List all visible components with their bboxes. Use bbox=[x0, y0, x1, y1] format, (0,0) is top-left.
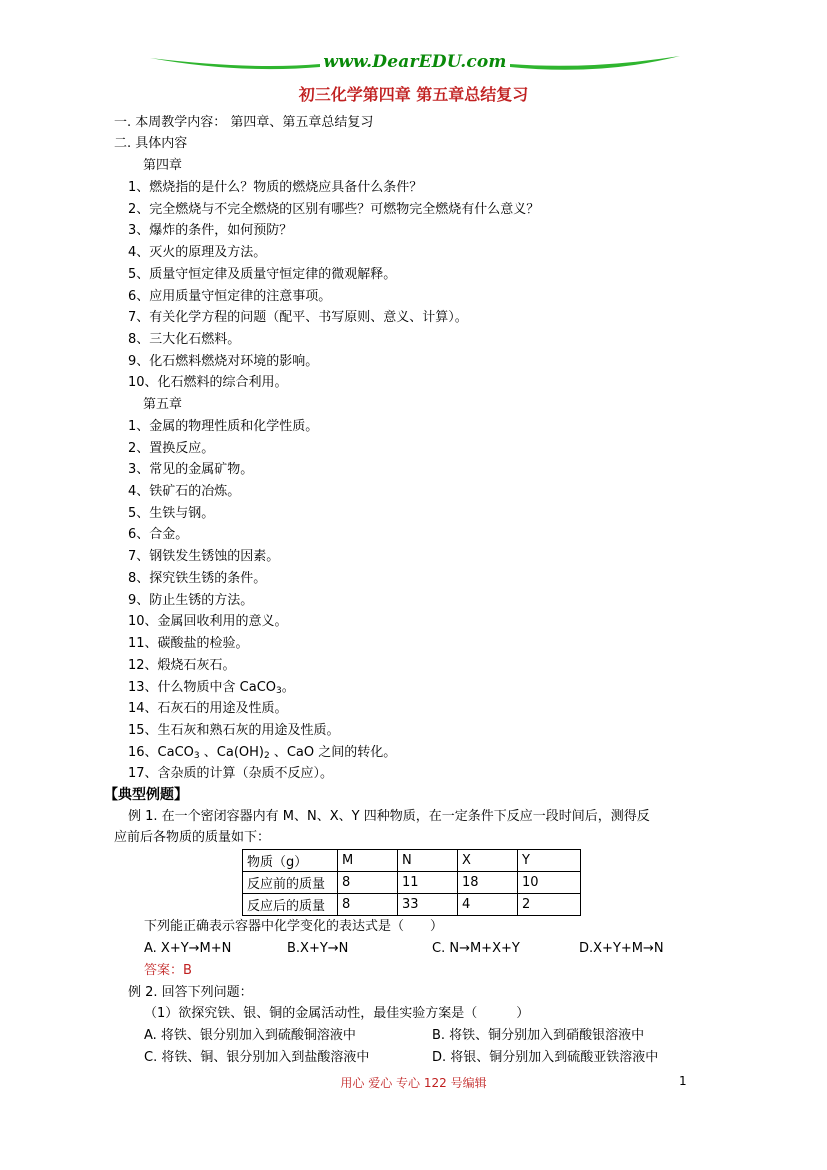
footer-text: 用心 爱心 专心 122 号编辑 bbox=[340, 1076, 487, 1090]
list-item: 4、灭火的原理及方法。 bbox=[128, 245, 267, 260]
examples-heading: 【典型例题】 bbox=[104, 787, 188, 803]
option-d: D. 将银、铜分别加入到硫酸亚铁溶液中 bbox=[432, 1050, 659, 1065]
list-item-16 bbox=[128, 744, 396, 765]
list-item: 8、探究铁生锈的条件。 bbox=[128, 571, 267, 586]
list-item: 6、合金。 bbox=[128, 527, 189, 542]
list-item: 7、有关化学方程的问题（配平、书写原则、意义、计算）。 bbox=[128, 310, 468, 325]
table-header-row bbox=[243, 850, 581, 872]
item13-subscript: 3 bbox=[276, 686, 282, 696]
list-item: 10、化石燃料的综合利用。 bbox=[128, 375, 288, 390]
example2-question1: （1）欲探究铁、银、铜的金属活动性，最佳实验方案是（ ） bbox=[144, 1006, 530, 1021]
list-item: 12、煅烧石灰石。 bbox=[128, 658, 236, 673]
item16-sub1: 3 bbox=[193, 751, 200, 761]
list-item: 2、完全燃烧与不完全燃烧的区别有哪些？可燃物完全燃烧有什么意义？ bbox=[128, 202, 540, 217]
list-item: 5、质量守恒定律及质量守恒定律的微观解释。 bbox=[128, 267, 397, 282]
item13-end: 。 bbox=[281, 680, 295, 695]
item16-a: 16、CaCO bbox=[128, 745, 194, 760]
table-cell: 反应后的质量 bbox=[243, 894, 338, 916]
list-item: 4、铁矿石的冶炼。 bbox=[128, 484, 241, 499]
table-cell: 4 bbox=[458, 894, 518, 916]
list-item: 9、化石燃料燃烧对环境的影响。 bbox=[128, 354, 319, 369]
item16-c: 、CaO 之间的转化。 bbox=[269, 745, 397, 760]
list-item: 3、常见的金属矿物。 bbox=[128, 462, 254, 477]
table-cell: 10 bbox=[518, 872, 581, 894]
item16-b: 、Ca(OH) bbox=[199, 745, 264, 760]
example2-line1: 例 2. 回答下列问题： bbox=[128, 985, 253, 1000]
table-cell: 8 bbox=[338, 894, 398, 916]
table-cell: 33 bbox=[398, 894, 458, 916]
example1-line2: 应前后各物质的质量如下： bbox=[114, 830, 271, 845]
table-header-cell: Y bbox=[518, 850, 581, 872]
list-item: 11、碳酸盐的检验。 bbox=[128, 636, 249, 651]
list-item: 9、防止生锈的方法。 bbox=[128, 593, 254, 608]
option-a: A. X+Y→M+N bbox=[144, 941, 232, 956]
intro-line-2: 二. 具体内容 bbox=[114, 136, 188, 151]
option-c: C. 将铁、铜、银分别加入到盐酸溶液中 bbox=[144, 1050, 370, 1065]
table-row bbox=[243, 894, 581, 916]
table-cell: 反应前的质量 bbox=[243, 872, 338, 894]
table-cell: 11 bbox=[398, 872, 458, 894]
list-item: 1、燃烧指的是什么？物质的燃烧应具备什么条件？ bbox=[128, 180, 423, 195]
list-item-13 bbox=[128, 679, 295, 700]
intro-line-1: 一. 本周教学内容： 第四章、第五章总结复习 bbox=[114, 115, 374, 130]
example1-answer: 答案：B bbox=[144, 963, 192, 978]
list-item: 6、应用质量守恒定律的注意事项。 bbox=[128, 289, 332, 304]
list-item: 10、金属回收利用的意义。 bbox=[128, 614, 288, 629]
page-number: 1 bbox=[679, 1074, 687, 1088]
chapter5-heading: 第五章 bbox=[143, 397, 183, 412]
table-cell: 8 bbox=[338, 872, 398, 894]
chapter4-heading: 第四章 bbox=[143, 158, 183, 173]
option-d: D.X+Y+M→N bbox=[579, 941, 664, 956]
option-b: B.X+Y→N bbox=[287, 941, 349, 956]
list-item: 2、置换反应。 bbox=[128, 441, 215, 456]
page-title: 初三化学第四章 第五章总结复习 bbox=[298, 85, 529, 104]
list-item: 1、金属的物理性质和化学性质。 bbox=[128, 419, 319, 434]
site-header bbox=[150, 50, 680, 80]
table-header-cell: X bbox=[458, 850, 518, 872]
table-cell: 2 bbox=[518, 894, 581, 916]
table-header-cell: 物质（g） bbox=[243, 850, 338, 872]
list-item: 17、含杂质的计算（杂质不反应）。 bbox=[128, 766, 334, 781]
table-row bbox=[243, 872, 581, 894]
list-item: 7、钢铁发生锈蚀的因素。 bbox=[128, 549, 280, 564]
example1-question: 下列能正确表示容器中化学变化的表达式是（ ） bbox=[144, 919, 444, 934]
table-header-cell: M bbox=[338, 850, 398, 872]
list-item: 3、爆炸的条件，如何预防？ bbox=[128, 223, 293, 238]
option-a: A. 将铁、银分别加入到硫酸铜溶液中 bbox=[144, 1028, 356, 1043]
option-c: C. N→M+X+Y bbox=[432, 941, 520, 956]
item16-sub2: 2 bbox=[263, 751, 270, 761]
list-item: 5、生铁与钢。 bbox=[128, 506, 215, 521]
example1-line1: 例 1. 在一个密闭容器内有 M、N、X、Y 四种物质，在一定条件下反应一段时间后，测得反 bbox=[128, 809, 650, 824]
table-cell: 18 bbox=[458, 872, 518, 894]
option-b: B. 将铁、铜分别加入到硝酸银溶液中 bbox=[432, 1028, 645, 1043]
list-item: 8、三大化石燃料。 bbox=[128, 332, 241, 347]
table-header-cell: N bbox=[398, 850, 458, 872]
item13-text: 13、什么物质中含 CaCO bbox=[128, 680, 277, 695]
mass-table bbox=[242, 849, 581, 916]
list-item: 14、石灰石的用途及性质。 bbox=[128, 701, 288, 716]
list-item: 15、生石灰和熟石灰的用途及性质。 bbox=[128, 723, 340, 738]
site-url[interactable]: www.DearEDU.com bbox=[323, 52, 507, 72]
